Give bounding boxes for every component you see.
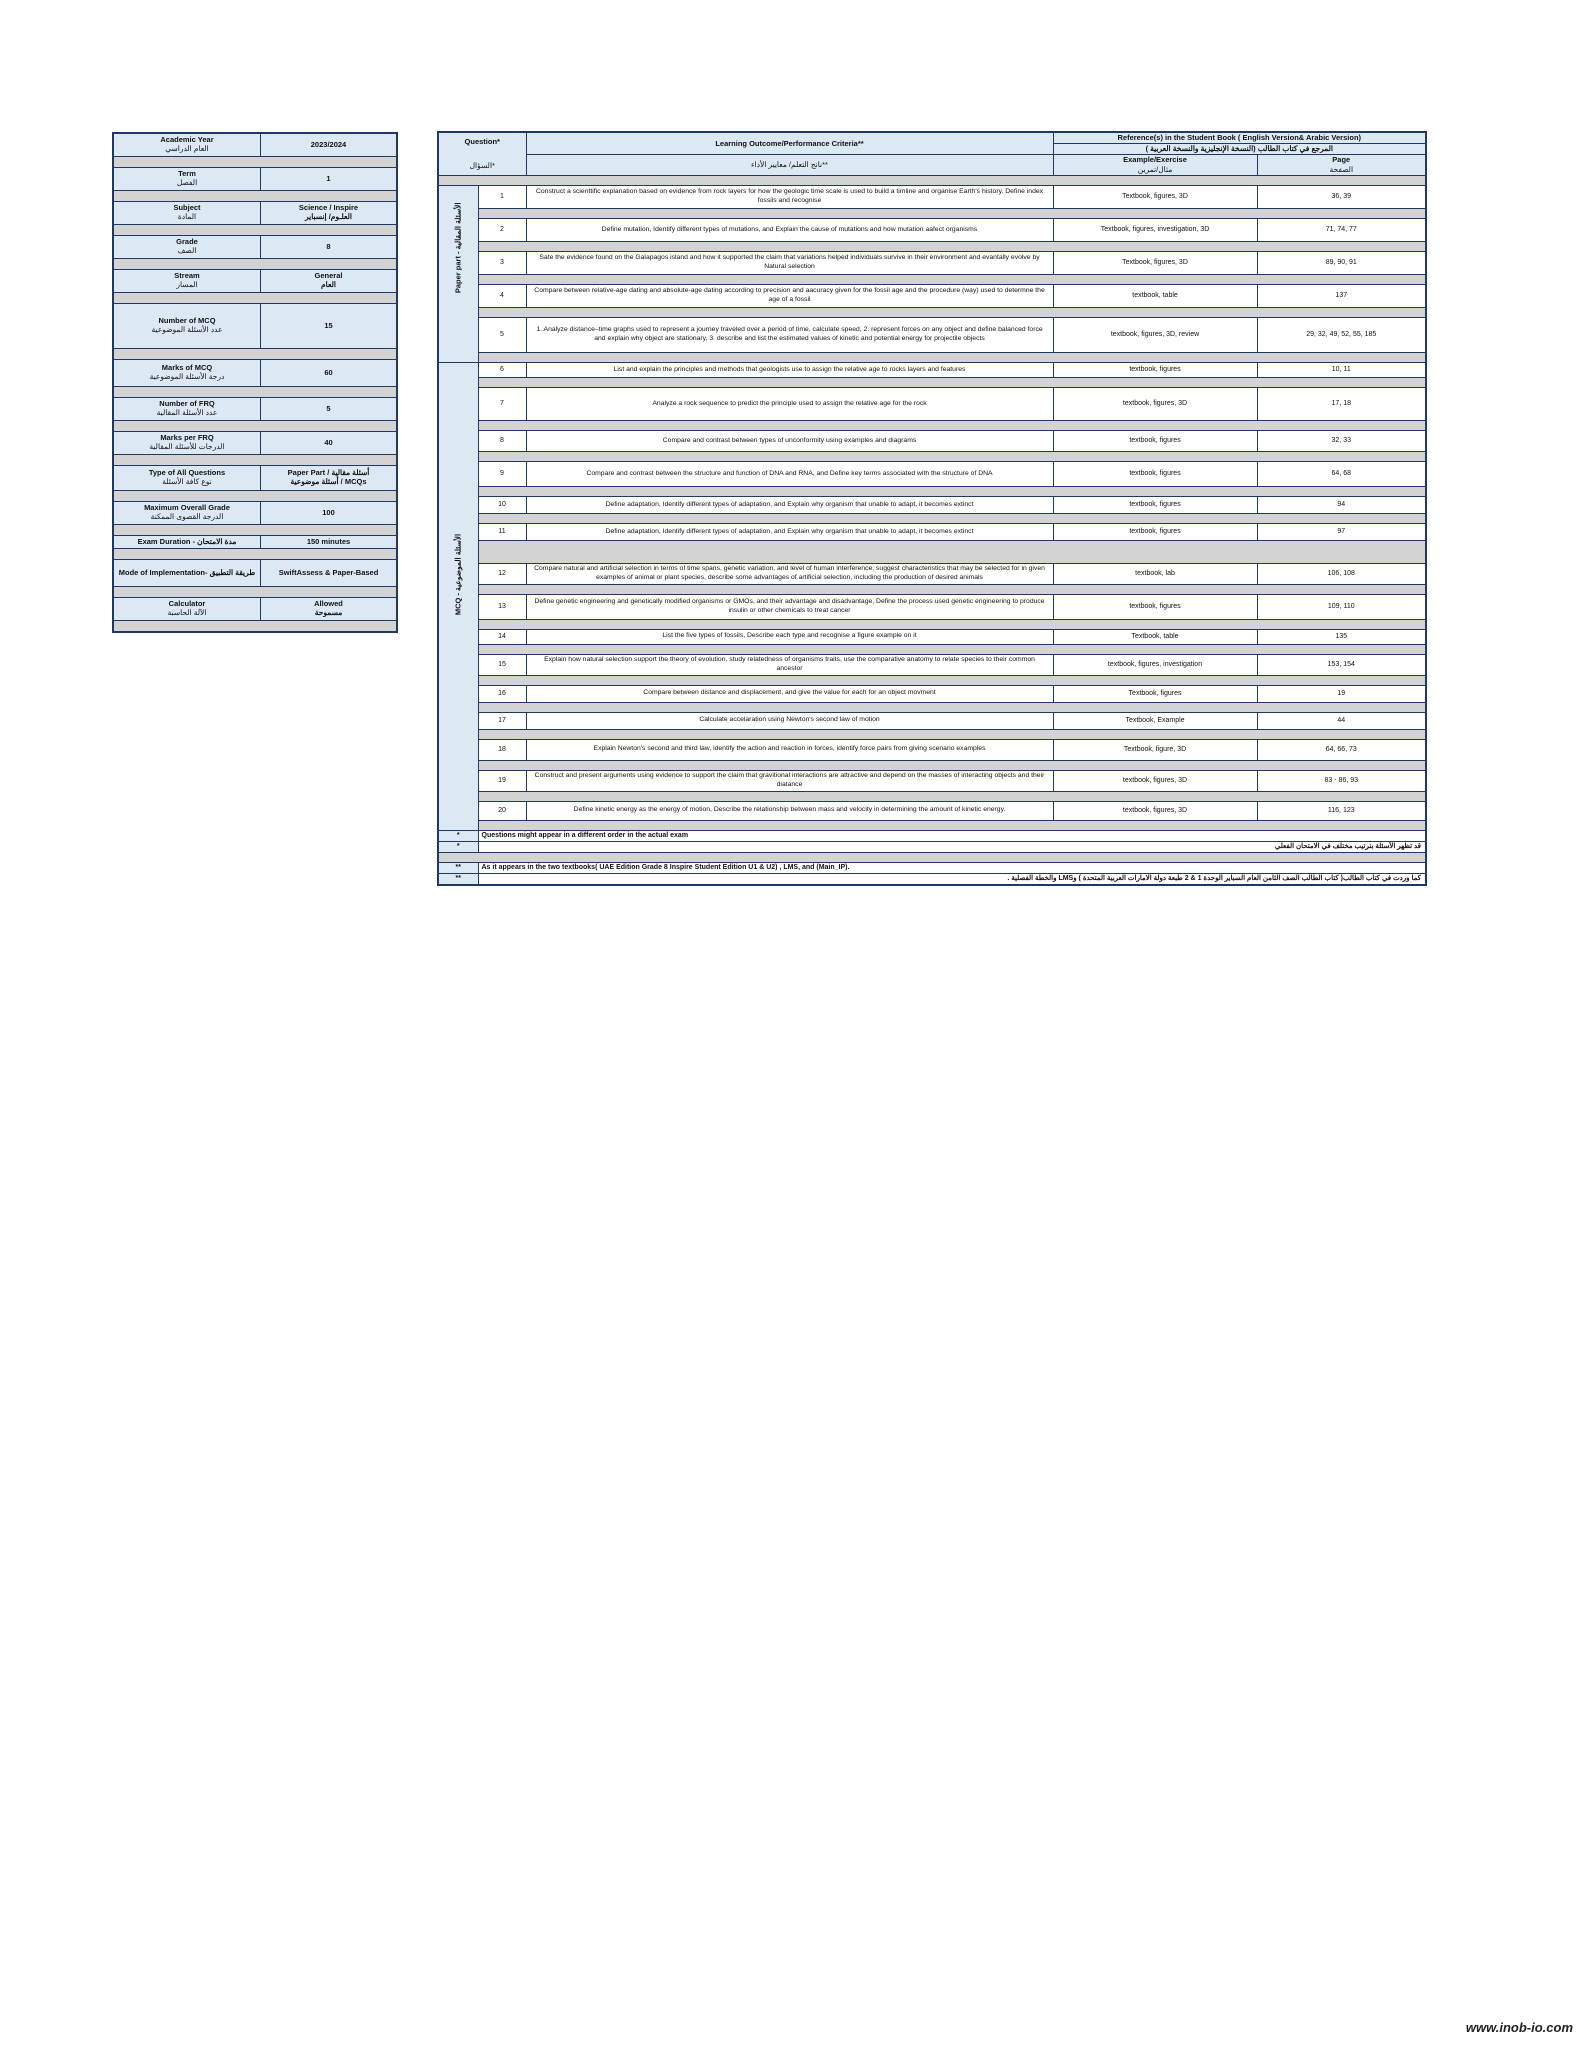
- question-row: [438, 739, 1426, 760]
- info-row: [113, 502, 397, 525]
- reference-example: Textbook, Example: [1053, 712, 1257, 729]
- reference-example: Textbook, figures: [1053, 685, 1257, 702]
- info-label: [113, 202, 261, 225]
- info-spacer: [113, 387, 397, 398]
- info-value-en: 150 minutes: [306, 536, 351, 546]
- exam-info-table: [112, 132, 398, 633]
- info-label-en: Type of All Questions: [148, 468, 226, 478]
- reference-page: 89, 90, 91: [1257, 252, 1426, 275]
- info-row: [113, 432, 397, 455]
- info-value: [261, 502, 398, 525]
- info-label-ar: درجة الأسئلة الموضوعية: [149, 372, 225, 381]
- learning-outcome: Compare and contrast between types of unconformity using examples and diagrams: [526, 431, 1053, 452]
- learning-outcome: Define genetic engineering and genetically modified organisms or GMOs, and their advantage and disadvantage, Define the process used genetic engineering to produce insulin or other chemicals to treat cancer: [526, 594, 1053, 619]
- info-value-ar: العام: [321, 280, 336, 289]
- info-spacer: [113, 421, 397, 432]
- learning-outcome: Compare and contrast between the structure and function of DNA and RNA, and Define key terms associated with the structure of DNA: [526, 462, 1053, 487]
- reference-example: textbook, figures: [1053, 497, 1257, 514]
- question-number: 18: [478, 739, 526, 760]
- info-spacer: [113, 157, 397, 168]
- info-value: [261, 466, 398, 491]
- reference-page: 135: [1257, 629, 1426, 644]
- learning-outcome: List the five types of fossils, Describe each type and recognise a figure example on it: [526, 629, 1053, 644]
- learning-outcome: Explain Newton's second and third law, identify the action and reaction in forces, identify force pairs from giving scenario examples: [526, 739, 1053, 760]
- info-label-ar: عدد الأسئلة الموضوعية: [151, 325, 223, 334]
- question-row: [438, 431, 1426, 452]
- info-value: [261, 133, 398, 157]
- info-label-ar: الدرجة القصوى الممكنة: [150, 512, 224, 521]
- row-spacer: [438, 702, 1426, 712]
- info-spacer: [113, 491, 397, 502]
- info-label: [113, 466, 261, 491]
- reference-example: textbook, figures, 3D: [1053, 801, 1257, 820]
- reference-example: textbook, table: [1053, 285, 1257, 308]
- reference-page: 94: [1257, 497, 1426, 514]
- footnote-mark: *: [438, 841, 478, 852]
- row-spacer: [438, 760, 1426, 770]
- reference-page: 29, 32, 49, 52, 55, 185: [1257, 318, 1426, 353]
- reference-page: 137: [1257, 285, 1426, 308]
- question-row: [438, 524, 1426, 541]
- info-label: [113, 133, 261, 157]
- learning-outcome: Sate the evidence found on the Galapagos island and how it supported the claim that variations helped individuals survive in their environment and evantally evolve by Natural selection: [526, 252, 1053, 275]
- question-row: [438, 252, 1426, 275]
- info-value-en: General: [314, 271, 343, 281]
- info-spacer: [113, 621, 397, 633]
- learning-outcome: 1. Analyze distance–time graphs used to represent a journey traveled over a period of time, calculate speed, 2. represent forces on any object and define balanced force and explain why object are stationary, 3. describe and list the estimated values of kinetic and potential energy for projectile objects: [526, 318, 1053, 353]
- question-number: 11: [478, 524, 526, 541]
- footnote-text: قد تظهر الأسئلة بترتيب مختلف في الامتحان الفعلي: [478, 841, 1426, 852]
- row-spacer: [438, 209, 1426, 219]
- reference-page: 83 - 86, 93: [1257, 770, 1426, 791]
- info-value: [261, 536, 398, 549]
- learning-outcome: Calculate accelaration using Newton's second law of motion: [526, 712, 1053, 729]
- reference-example: Textbook, figures, investigation, 3D: [1053, 219, 1257, 242]
- info-value: [261, 432, 398, 455]
- reference-example: textbook, figures, 3D: [1053, 388, 1257, 421]
- footnote-row: [438, 841, 1426, 852]
- info-row: [113, 304, 397, 349]
- question-number: 13: [478, 594, 526, 619]
- info-spacer: [113, 191, 397, 202]
- question-row: [438, 497, 1426, 514]
- reference-page: 19: [1257, 685, 1426, 702]
- question-number: 9: [478, 462, 526, 487]
- reference-example: textbook, figures: [1053, 462, 1257, 487]
- info-label-ar: الصف: [177, 246, 197, 255]
- question-number: 2: [478, 219, 526, 242]
- info-spacer: [113, 293, 397, 304]
- info-label-ar: المسار: [176, 280, 198, 289]
- question-row: [438, 712, 1426, 729]
- info-row: [113, 536, 397, 549]
- info-value-en: 60: [324, 367, 333, 377]
- question-number: 3: [478, 252, 526, 275]
- footnote-row: [438, 862, 1426, 873]
- question-number: 20: [478, 801, 526, 820]
- info-spacer: [113, 587, 397, 598]
- learning-outcome: Define adaptation, Identify different types of adaptation, and Explain why organism that unable to adapt, it becomes extinct: [526, 524, 1053, 541]
- learning-outcome: Analyze a rock sequence to predict the principle used to assign the relative age for the rock: [526, 388, 1053, 421]
- row-spacer: [438, 852, 1426, 862]
- row-spacer: [438, 421, 1426, 431]
- footnote-mark: **: [438, 862, 478, 873]
- info-row: [113, 598, 397, 621]
- reference-page: 116, 123: [1257, 801, 1426, 820]
- info-label: [113, 168, 261, 191]
- info-label-ar: العام الدراسي: [165, 144, 209, 153]
- row-spacer: [438, 308, 1426, 318]
- row-spacer: [438, 353, 1426, 363]
- page-header: Page الصفحة: [1257, 155, 1426, 176]
- question-number: 17: [478, 712, 526, 729]
- info-value-en: Paper Part / أسئلة مقالية: [287, 468, 370, 478]
- section-paper-part: [438, 186, 478, 363]
- info-row: [113, 466, 397, 491]
- learning-outcome: Compare natural and artificial selection in terms of time spans, genetic variation, and level of human interference, suggest characteristics that may be selected for in given examples of animal or plant species, describe some advantages of artificial selection, including the production of desired animals: [526, 564, 1053, 585]
- info-label: [113, 536, 261, 549]
- reference-page: 153, 154: [1257, 654, 1426, 675]
- reference-example: textbook, figures, 3D: [1053, 770, 1257, 791]
- info-value-en: 8: [326, 241, 331, 251]
- info-label: [113, 270, 261, 293]
- reference-header: Reference(s) in the Student Book ( English Version& Arabic Version): [1053, 132, 1426, 144]
- info-label: [113, 304, 261, 349]
- outcome-header-ar: نانج التعلم/ معايير الأداء**: [526, 155, 1053, 176]
- question-row: [438, 285, 1426, 308]
- info-value: [261, 236, 398, 259]
- row-spacer: [438, 791, 1426, 801]
- question-row: [438, 685, 1426, 702]
- info-row: [113, 398, 397, 421]
- info-row: [113, 202, 397, 225]
- info-spacer: [113, 259, 397, 270]
- question-number: 8: [478, 431, 526, 452]
- question-header: Question* السؤال*: [438, 132, 526, 176]
- info-value: [261, 304, 398, 349]
- info-value: [261, 270, 398, 293]
- row-spacer: [438, 820, 1426, 830]
- info-label-en: Subject: [173, 203, 201, 213]
- info-label-en: Stream: [174, 271, 200, 281]
- reference-example: textbook, figures: [1053, 431, 1257, 452]
- footnote-mark: **: [438, 873, 478, 885]
- info-value-en: 15: [324, 320, 333, 330]
- info-spacer: [113, 349, 397, 360]
- footnote-text: As it appears in the two textbooks( UAE Edition Grade 8 Inspire Student Edition U1 & U2) , LMS, and (Main_IP).: [478, 862, 1426, 873]
- info-value-en: 1: [326, 173, 331, 183]
- reference-page: 64, 66, 73: [1257, 739, 1426, 760]
- learning-outcome: Compare between relative-age dating and absolute-age dating according to precision and aacuracy given for the fossil age and the procedure (way) used to determne the age of a fossil: [526, 285, 1053, 308]
- learning-outcome: Explain how natural selection support the theory of evolution, study relatedness of organisms traits, use the comparative anatomy to relate species to their common ancestor: [526, 654, 1053, 675]
- question-row: [438, 388, 1426, 421]
- question-number: 16: [478, 685, 526, 702]
- info-row: [113, 236, 397, 259]
- question-row: [438, 801, 1426, 820]
- question-row: [438, 462, 1426, 487]
- info-label-en: Number of FRQ: [159, 399, 215, 409]
- info-label: [113, 560, 261, 587]
- info-value-ar: مسموحة: [314, 608, 343, 617]
- question-row: [438, 654, 1426, 675]
- info-label: [113, 432, 261, 455]
- reference-example: textbook, figures, investigation: [1053, 654, 1257, 675]
- reference-header-ar: المرجع في كتاب الطالب (النسخة الإنجليزية والنسخة العربية ): [1053, 144, 1426, 155]
- reference-example: textbook, figures: [1053, 594, 1257, 619]
- row-spacer: [438, 619, 1426, 629]
- learning-outcome: Define mutation, Identify different types of mutations, and Explain the cause of mutations and how mutation aafect organisms: [526, 219, 1053, 242]
- info-value-ar: العلـوم/ إنسباير: [305, 212, 352, 221]
- reference-page: 17, 18: [1257, 388, 1426, 421]
- info-label-en: Exam Duration - مدة الامتحان: [137, 536, 237, 546]
- question-row: [438, 770, 1426, 791]
- section-label: MCQ - الأسئلة الموضوعية: [453, 534, 463, 616]
- question-row: [438, 318, 1426, 353]
- row-spacer: [438, 487, 1426, 497]
- question-row: [438, 186, 1426, 209]
- row-spacer: [438, 242, 1426, 252]
- info-label-en: Mode of Implementation- طريقة التطبيق: [118, 567, 256, 577]
- learning-outcome: Define kinetic energy as the energy of motion, Describe the relationship between mass and velocity in determining the amount of kinetic energy.: [526, 801, 1053, 820]
- learning-outcome: Define adaptation, Identify different types of adaptation, and Explain why organism that unable to adapt, it becomes extinct: [526, 497, 1053, 514]
- info-value: [261, 560, 398, 587]
- info-value: [261, 168, 398, 191]
- reference-example: Textbook, figures, 3D: [1053, 252, 1257, 275]
- learning-outcome: Construct and present arguments using evidence to support the claim that gravitional interactions are attractive and depend on the masses of interacting objects and their diatance: [526, 770, 1053, 791]
- question-number: 14: [478, 629, 526, 644]
- info-label: [113, 398, 261, 421]
- question-number: 7: [478, 388, 526, 421]
- section-label: Paper part - الأسئلة المقالية: [453, 202, 463, 294]
- info-value-en: 2023/2024: [310, 139, 347, 149]
- reference-page: 106, 108: [1257, 564, 1426, 585]
- reference-example: textbook, figures: [1053, 524, 1257, 541]
- reference-page: 10, 11: [1257, 363, 1426, 378]
- outcome-header: Learning Outcome/Performance Criteria**: [526, 132, 1053, 155]
- info-value-en: 5: [326, 403, 331, 413]
- info-value: [261, 598, 398, 621]
- info-value-ar: أسئلة موضوعية / MCQs: [290, 477, 367, 486]
- info-label-ar: نوع كافة الأسئلة: [162, 477, 212, 486]
- watermark: www.inob-io.com: [1465, 2020, 1573, 2035]
- info-value-en: Science / Inspire: [298, 203, 359, 213]
- row-spacer: [438, 729, 1426, 739]
- info-label-en: Maximum Overall Grade: [144, 503, 230, 513]
- reference-example: Textbook, figure, 3D: [1053, 739, 1257, 760]
- info-row: [113, 133, 397, 157]
- question-number: 6: [478, 363, 526, 378]
- reference-example: textbook, figures, 3D, review: [1053, 318, 1257, 353]
- reference-example: Textbook, table: [1053, 629, 1257, 644]
- learning-outcome: Compare between distance and displacement, and give the value for each for an object movment: [526, 685, 1053, 702]
- row-spacer: [438, 644, 1426, 654]
- info-label: [113, 598, 261, 621]
- section-mcq: [438, 363, 478, 831]
- info-spacer: [113, 549, 397, 560]
- info-value: [261, 202, 398, 225]
- info-value-en: 100: [322, 507, 335, 517]
- info-spacer: [113, 455, 397, 466]
- question-number: 19: [478, 770, 526, 791]
- row-spacer: [438, 378, 1426, 388]
- reference-example: Textbook, figures, 3D: [1053, 186, 1257, 209]
- question-number: 5: [478, 318, 526, 353]
- info-label: [113, 360, 261, 387]
- question-row: [438, 219, 1426, 242]
- question-number: 12: [478, 564, 526, 585]
- info-label-en: Marks per FRQ: [160, 433, 214, 443]
- info-label-en: Academic Year: [160, 135, 214, 145]
- reference-page: 97: [1257, 524, 1426, 541]
- info-label-en: Number of MCQ: [158, 316, 216, 326]
- row-spacer: [438, 541, 1426, 564]
- info-value: [261, 360, 398, 387]
- info-label: [113, 502, 261, 525]
- reference-page: 44: [1257, 712, 1426, 729]
- footnote-row: [438, 830, 1426, 841]
- reference-example: textbook, lab: [1053, 564, 1257, 585]
- info-spacer: [113, 225, 397, 236]
- reference-page: 109, 110: [1257, 594, 1426, 619]
- info-label-ar: المادة: [177, 212, 197, 221]
- row-spacer: [438, 452, 1426, 462]
- reference-page: 64, 68: [1257, 462, 1426, 487]
- info-value-en: Allowed: [314, 599, 343, 609]
- question-row: [438, 594, 1426, 619]
- footnote-text: كما وردت في كتاب الطالب( كتاب الطالب الصف الثامن العام السباير الوحدة 1 & 2 طبعة دولة الامارات العربية المتحدة ) وLMS والخطة الفصلية .: [478, 873, 1426, 885]
- info-value-en: SwiftAssess & Paper-Based: [278, 567, 379, 577]
- row-spacer: [438, 176, 1426, 186]
- exam-specification-table: [437, 131, 1427, 886]
- question-number: 1: [478, 186, 526, 209]
- learning-outcome: Construct a scienttific explanation based on evidence from rock layers for how the geologic time scale is used to build a timline and organise Earth's history. Define index fossils and recognise: [526, 186, 1053, 209]
- info-label: [113, 236, 261, 259]
- learning-outcome: List and explain the principles and methods that geologists use to assign the relative age to rocks layers and features: [526, 363, 1053, 378]
- reference-page: 32, 33: [1257, 431, 1426, 452]
- row-spacer: [438, 275, 1426, 285]
- row-spacer: [438, 514, 1426, 524]
- info-row: [113, 360, 397, 387]
- info-label-en: Grade: [176, 237, 198, 247]
- question-row: [438, 363, 1426, 378]
- footnote-row: [438, 873, 1426, 885]
- footnote-mark: *: [438, 830, 478, 841]
- info-row: [113, 168, 397, 191]
- info-label-ar: الآلة الحاسبة: [167, 608, 207, 617]
- question-number: 4: [478, 285, 526, 308]
- info-value-en: 40: [324, 437, 333, 447]
- question-number: 15: [478, 654, 526, 675]
- question-row: [438, 629, 1426, 644]
- info-label-ar: الدرجات للأسئلة المقالية: [149, 442, 225, 451]
- info-label-ar: الفصل: [176, 178, 198, 187]
- reference-example: textbook, figures: [1053, 363, 1257, 378]
- info-label-ar: عدد الأسئلة المقالية: [156, 408, 218, 417]
- info-spacer: [113, 525, 397, 536]
- row-spacer: [438, 584, 1426, 594]
- reference-page: 71, 74, 77: [1257, 219, 1426, 242]
- info-label-en: Marks of MCQ: [161, 363, 213, 373]
- question-row: [438, 564, 1426, 585]
- info-label-en: Calculator: [168, 599, 206, 609]
- reference-page: 36, 39: [1257, 186, 1426, 209]
- info-row: [113, 560, 397, 587]
- info-label-en: Term: [178, 169, 196, 179]
- question-number: 10: [478, 497, 526, 514]
- footnote-text: Questions might appear in a different order in the actual exam: [478, 830, 1426, 841]
- row-spacer: [438, 675, 1426, 685]
- example-header: Example/Exercise مثال/تمرين: [1053, 155, 1257, 176]
- info-value: [261, 398, 398, 421]
- info-row: [113, 270, 397, 293]
